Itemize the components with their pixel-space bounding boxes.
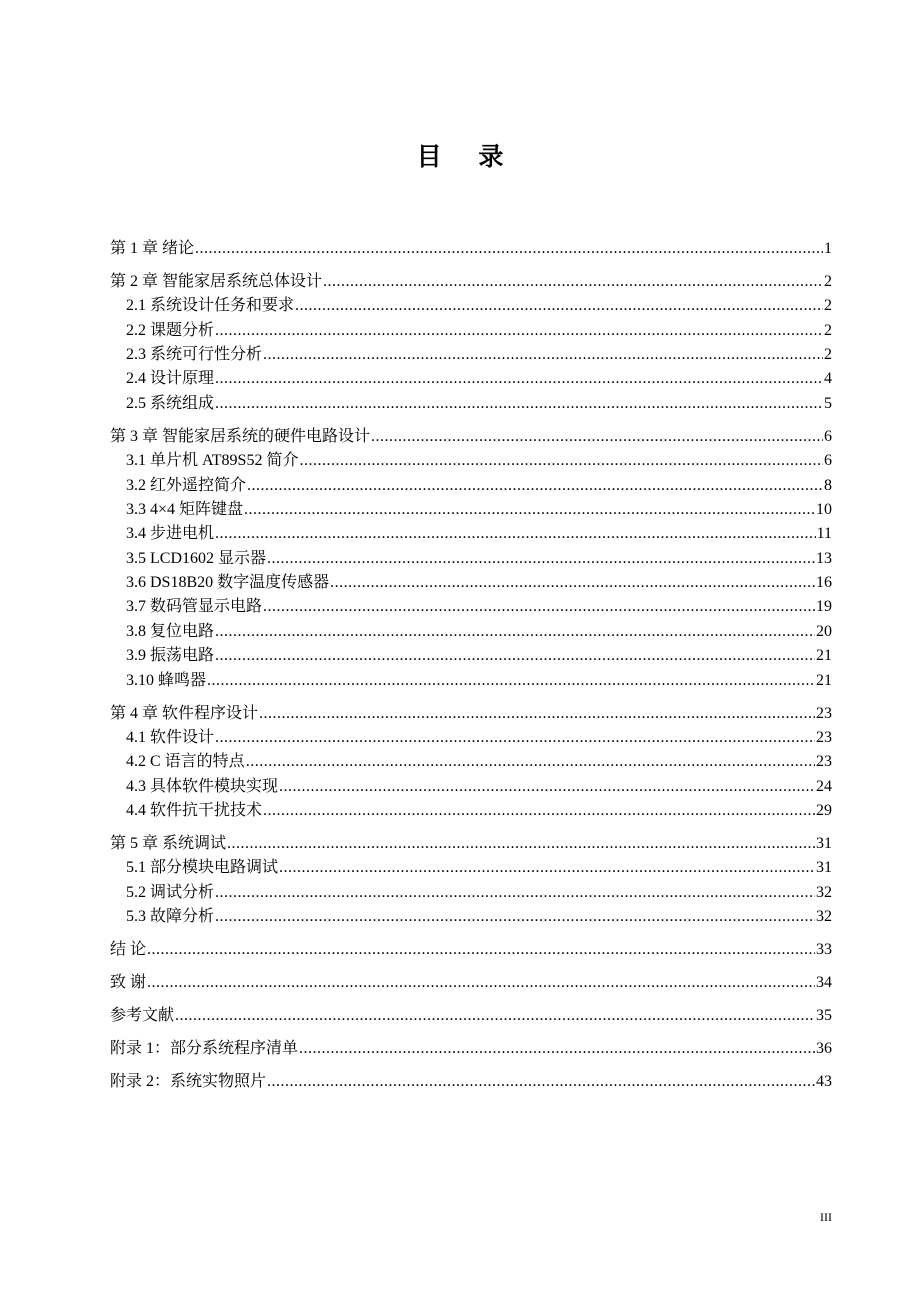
toc-leader-dots [295, 294, 823, 318]
toc-section-entry[interactable] [110, 750, 832, 774]
toc-leader-dots [215, 367, 823, 391]
toc-entry-label: 3.4 步进电机 [126, 525, 215, 543]
toc-section-entry[interactable] [110, 367, 832, 391]
toc-entry-page: 6 [824, 427, 832, 445]
toc-entry-label: 3.5 LCD1602 显示器 [126, 549, 267, 567]
toc-leader-dots [215, 620, 815, 644]
toc-section-entry[interactable] [110, 449, 832, 473]
toc-entry-label: 4.1 软件设计 [126, 728, 215, 746]
toc-entry-page: 23 [816, 753, 832, 771]
toc-leader-dots [147, 971, 815, 995]
toc-entry-label: 5.3 故障分析 [126, 908, 215, 926]
toc-entry-page: 2 [824, 346, 832, 364]
toc-section-entry[interactable] [110, 856, 832, 880]
toc-section-entry[interactable] [110, 799, 832, 823]
toc-entry-page: 2 [824, 321, 832, 339]
toc-entry-page: 6 [824, 452, 832, 470]
toc-section-entry[interactable] [110, 905, 832, 929]
toc-leader-dots [323, 270, 823, 294]
toc-entry-label: 5.2 调试分析 [126, 883, 215, 901]
toc-entry-label: 3.1 单片机 AT89S52 简介 [126, 452, 299, 470]
toc-chapter-entry[interactable] [110, 425, 832, 449]
toc-entry-page: 19 [816, 598, 832, 616]
toc-entry-label: 3.2 红外遥控简介 [126, 476, 247, 494]
toc-leader-dots [215, 319, 823, 343]
toc-entry-label: 4.2 C 语言的特点 [126, 753, 245, 771]
toc-leader-dots [227, 832, 815, 856]
toc-entry-label: 2.3 系统可行性分析 [126, 346, 263, 364]
toc-entry-page: 23 [816, 728, 832, 746]
toc-entry-page: 24 [816, 777, 832, 795]
toc-entry-page: 2 [824, 297, 832, 315]
toc-section-entry[interactable] [110, 620, 832, 644]
toc-entry-page: 10 [816, 500, 832, 518]
toc-leader-dots [247, 474, 823, 498]
toc-leader-dots [263, 343, 823, 367]
toc-entry-label: 4.4 软件抗干扰技术 [126, 802, 263, 820]
toc-leader-dots [263, 595, 815, 619]
toc-leader-dots [279, 775, 815, 799]
toc-entry-page: 13 [816, 549, 832, 567]
toc-section-entry[interactable] [110, 498, 832, 522]
toc-entry-page: 33 [816, 941, 832, 959]
table-of-contents [110, 237, 832, 1094]
toc-entry-label: 2.4 设计原理 [126, 370, 215, 388]
toc-leader-dots [246, 750, 815, 774]
toc-leader-dots [330, 571, 815, 595]
toc-entry-label: 5.1 部分模块电路调试 [126, 859, 279, 877]
toc-entry-label: 致 谢 [110, 973, 147, 991]
toc-entry-label: 第 2 章 智能家居系统总体设计 [110, 272, 323, 290]
toc-leader-dots [215, 905, 815, 929]
toc-leader-dots [215, 522, 816, 546]
page-number: III [820, 1210, 832, 1224]
toc-chapter-entry[interactable] [110, 938, 832, 962]
toc-entry-page: 4 [824, 370, 832, 388]
toc-leader-dots [207, 669, 815, 693]
toc-entry-label: 附录 2：系统实物照片 [110, 1072, 267, 1090]
toc-chapter-entry[interactable] [110, 1004, 832, 1028]
toc-section-entry[interactable] [110, 669, 832, 693]
toc-entry-page: 43 [816, 1072, 832, 1090]
toc-entry-page: 21 [816, 647, 832, 665]
toc-section-entry[interactable] [110, 726, 832, 750]
toc-entry-page: 32 [816, 908, 832, 926]
toc-entry-label: 4.3 具体软件模块实现 [126, 777, 279, 795]
toc-entry-label: 3.8 复位电路 [126, 622, 215, 640]
toc-section-entry[interactable] [110, 571, 832, 595]
toc-leader-dots [244, 498, 815, 522]
toc-section-entry[interactable] [110, 392, 832, 416]
toc-entry-label: 2.5 系统组成 [126, 394, 215, 412]
toc-section-entry[interactable] [110, 547, 832, 571]
toc-entry-label: 3.3 4×4 矩阵键盘 [126, 500, 244, 518]
toc-entry-page: 21 [816, 671, 832, 689]
toc-leader-dots [371, 425, 823, 449]
toc-leader-dots [263, 799, 815, 823]
toc-leader-dots [215, 881, 815, 905]
toc-entry-page: 23 [816, 704, 832, 722]
toc-entry-page: 29 [816, 802, 832, 820]
toc-entry-page: 32 [816, 883, 832, 901]
toc-entry-label: 3.10 蜂鸣器 [126, 671, 207, 689]
toc-chapter-entry[interactable] [110, 702, 832, 726]
toc-entry-label: 结 论 [110, 941, 147, 959]
toc-chapter-entry[interactable] [110, 1070, 832, 1094]
toc-entry-label: 第 5 章 系统调试 [110, 834, 227, 852]
toc-entry-page: 34 [816, 973, 832, 991]
toc-entry-page: 11 [816, 525, 832, 543]
toc-entry-page: 16 [816, 574, 832, 592]
toc-leader-dots [279, 856, 815, 880]
toc-entry-label: 第 4 章 软件程序设计 [110, 704, 259, 722]
toc-entry-label: 3.9 振荡电路 [126, 647, 215, 665]
toc-entry-page: 1 [824, 240, 832, 257]
toc-chapter-entry[interactable] [110, 832, 832, 856]
toc-leader-dots [175, 1004, 815, 1028]
toc-entry-label: 2.1 系统设计任务和要求 [126, 297, 295, 315]
toc-section-entry[interactable] [110, 294, 832, 318]
toc-leader-dots [267, 1070, 815, 1094]
toc-leader-dots [299, 1037, 815, 1061]
toc-entry-page: 31 [816, 834, 832, 852]
toc-entry-page: 35 [816, 1006, 832, 1024]
toc-chapter-entry[interactable] [110, 237, 832, 261]
toc-leader-dots [215, 644, 815, 668]
toc-entry-page: 36 [816, 1039, 832, 1057]
toc-section-entry[interactable] [110, 343, 832, 367]
toc-entry-label: 第 3 章 智能家居系统的硬件电路设计 [110, 427, 371, 445]
toc-leader-dots [147, 938, 815, 962]
toc-chapter-entry[interactable] [110, 971, 832, 995]
toc-section-entry[interactable] [110, 644, 832, 668]
toc-entry-page: 31 [816, 859, 832, 877]
toc-section-entry[interactable] [110, 522, 832, 546]
toc-entry-label: 附录 1：部分系统程序清单 [110, 1039, 299, 1057]
toc-leader-dots [195, 237, 823, 261]
toc-entry-page: 2 [824, 272, 832, 290]
toc-leader-dots [215, 392, 823, 416]
toc-entry-page: 20 [816, 622, 832, 640]
toc-leader-dots [299, 449, 823, 473]
toc-chapter-entry[interactable] [110, 1037, 832, 1061]
toc-entry-page: 5 [824, 394, 832, 412]
toc-section-entry[interactable] [110, 319, 832, 343]
toc-entry-page: 8 [824, 476, 832, 494]
toc-entry-label: 第 1 章 绪论 [110, 240, 195, 257]
toc-section-entry[interactable] [110, 881, 832, 905]
toc-leader-dots [215, 726, 815, 750]
toc-entry-label: 3.7 数码管显示电路 [126, 598, 263, 616]
toc-leader-dots [259, 702, 815, 726]
toc-entry-label: 3.6 DS18B20 数字温度传感器 [126, 574, 330, 592]
toc-entry-label: 2.2 课题分析 [126, 321, 215, 339]
toc-chapter-entry[interactable] [110, 270, 832, 294]
toc-leader-dots [267, 547, 815, 571]
toc-section-entry[interactable] [110, 775, 832, 799]
page-title: 目 录 [416, 142, 518, 171]
toc-section-entry[interactable] [110, 474, 832, 498]
toc-entry-label: 参考文献 [110, 1006, 175, 1024]
toc-section-entry[interactable] [110, 595, 832, 619]
